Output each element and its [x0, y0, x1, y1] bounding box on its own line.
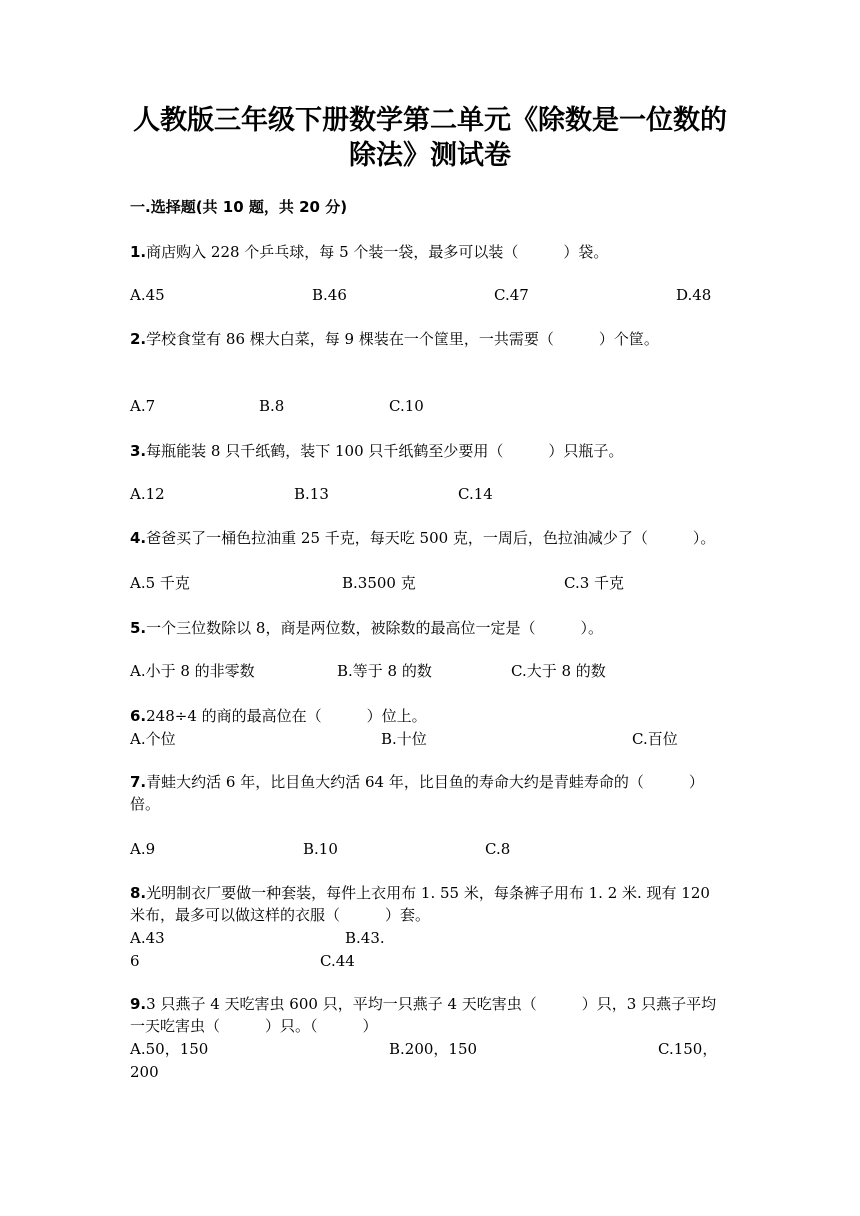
title-line-1: 人教版三年级下册数学第二单元《除数是一位数的	[133, 105, 727, 136]
question-1	[130, 241, 720, 263]
question-3	[130, 440, 720, 462]
option-a: A.个位	[130, 730, 176, 748]
option-a: A.7	[130, 397, 156, 415]
option-a: A.12	[130, 485, 165, 503]
question-stem: 一个三位数除以 8，商是两位数，被除数的最高位一定是（ ）。	[146, 619, 603, 637]
question-stem: 光明制衣厂要做一种套装，每件上衣用布 1. 55 米，每条裤子用布 1. 2 米. 现有 120 米布，最多可以做这样的衣服（ ）套。	[130, 884, 715, 924]
question-4	[130, 527, 720, 549]
option-c: C.44	[320, 952, 355, 970]
question-stem: 3 只燕子 4 天吃害虫 600 只，平均一只燕子 4 天吃害虫（ ）只，3 只燕子平均一天吃害虫（ ）只。（ ）	[130, 995, 717, 1035]
option-b: B.200，150	[389, 1040, 478, 1058]
question-stem: 商店购入 228 个乒乓球，每 5 个装一袋，最多可以装（ ）袋。	[146, 243, 609, 261]
question-9	[130, 993, 720, 1037]
option-c: C.14	[458, 485, 493, 503]
question-stem: 爸爸买了一桶色拉油重 25 千克，每天吃 500 克，一周后，色拉油减少了（ ）。	[146, 529, 716, 547]
option-a: A.小于 8 的非零数	[130, 662, 255, 680]
question-number: 6.	[130, 707, 147, 725]
option-c-continued: 200	[130, 1063, 159, 1081]
question-number: 7.	[130, 773, 147, 791]
question-2	[130, 328, 720, 350]
option-a: A.45	[130, 286, 165, 304]
question-5	[130, 617, 720, 639]
page-title	[100, 103, 760, 173]
option-b: B.等于 8 的数	[337, 662, 432, 680]
option-b: B.8	[259, 397, 285, 415]
option-c: C.150，	[658, 1040, 718, 1058]
option-b: B.10	[303, 840, 338, 858]
option-b-continued: 6	[130, 952, 140, 970]
option-b: B.3500 克	[342, 574, 416, 592]
question-stem: 青蛙大约活 6 年，比目鱼大约活 64 年，比目鱼的寿命大约是青蛙寿命的（ ）倍。	[130, 773, 704, 813]
option-a: A.50，150	[130, 1040, 209, 1058]
option-c: C.10	[389, 397, 424, 415]
option-b: B.13	[294, 485, 329, 503]
question-number: 8.	[130, 884, 147, 902]
question-number: 3.	[130, 442, 147, 460]
option-c: C.8	[485, 840, 511, 858]
question-number: 2.	[130, 330, 147, 348]
question-stem: 学校食堂有 86 棵大白菜，每 9 棵装在一个筐里，一共需要（ ）个筐。	[146, 330, 659, 348]
option-a: A.9	[130, 840, 156, 858]
option-c: C.大于 8 的数	[511, 662, 606, 680]
question-number: 9.	[130, 995, 147, 1013]
option-a: A.5 千克	[130, 574, 190, 592]
section-heading: 一.选择题(共 10 题，共 20 分)	[130, 198, 348, 216]
option-a: A.43	[130, 929, 165, 947]
question-number: 5.	[130, 619, 147, 637]
question-stem: 248÷4 的商的最高位在（ ）位上。	[146, 707, 427, 725]
question-number: 4.	[130, 529, 147, 547]
option-c: C.百位	[632, 730, 678, 748]
question-6	[130, 705, 720, 727]
option-c: C.3 千克	[564, 574, 625, 592]
question-7	[130, 771, 720, 815]
question-stem: 每瓶能装 8 只千纸鹤，装下 100 只千纸鹤至少要用（ ）只瓶子。	[146, 442, 624, 460]
option-d: D.48	[676, 286, 712, 304]
option-c: C.47	[494, 286, 529, 304]
question-number: 1.	[130, 243, 147, 261]
question-8	[130, 882, 720, 926]
option-b: B.十位	[381, 730, 427, 748]
title-line-2: 除法》测试卷	[349, 140, 511, 171]
option-b: B.43.	[345, 929, 385, 947]
option-b: B.46	[312, 286, 347, 304]
